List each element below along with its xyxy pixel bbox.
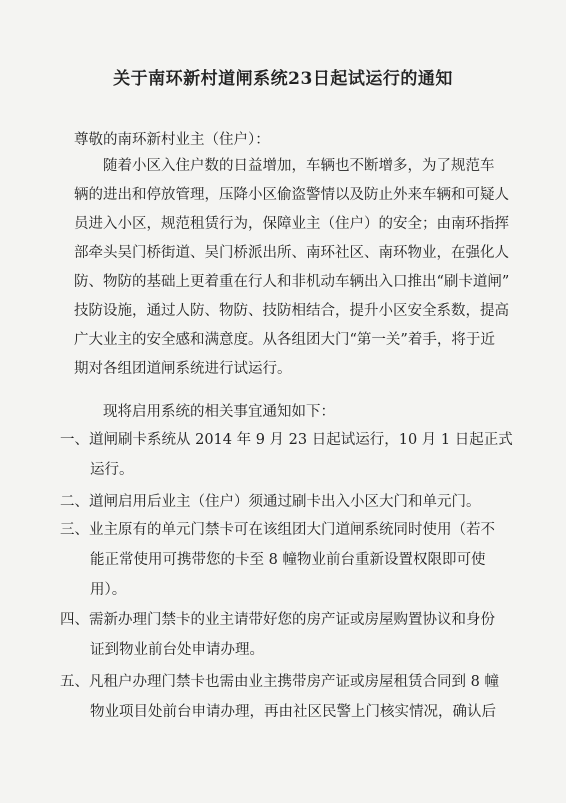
notice-title: 关于南环新村道闸系统23日起试运行的通知 xyxy=(113,69,453,89)
list-item xyxy=(60,667,506,727)
intro-line: 部牵头吴门桥街道、吴门桥派出所、南环社区、南环物业，在强化人 xyxy=(74,245,509,261)
intro-paragraph xyxy=(74,152,510,384)
notice-intro xyxy=(74,398,506,427)
intro-line: 期对各组团道闸系统进行试运行。 xyxy=(74,361,292,377)
item-line: 四、需新办理门禁卡的业主请带好您的房产证或房屋购置协议和身份 xyxy=(60,612,495,628)
notice-intro-text: 现将启用系统的相关事宜通知如下： xyxy=(103,404,335,420)
intro-line: 员进入小区，规范租赁行为，保障业主（住户）的安全；由南环指挥 xyxy=(74,216,509,232)
intro-line: 技防设施，通过人防、物防、技防相结合，提升小区安全系数，提高 xyxy=(74,303,509,319)
item-line: 物业项目处前台申请办理，再由社区民警上门核实情况，确认后 xyxy=(90,704,496,720)
intro-line: 辆的进出和停放管理，压降小区偷盗警情以及防止外来车辆和可疑人 xyxy=(74,187,509,203)
item-line: 能正常使用可携带您的卡至 8 幢物业前台重新设置权限即可使 xyxy=(90,552,486,568)
intro-line: 防、物防的基础上更着重在行人和非机动车辆出入口推出“刷卡道闸” xyxy=(74,274,510,290)
item-line: 二、道闸启用后业主（住户）须通过刷卡出入小区大门和单元门。 xyxy=(60,494,481,510)
intro-line: 随着小区入住户数的日益增加，车辆也不断增多，为了规范车 xyxy=(103,158,495,174)
item-line: 证到物业前台处申请办理。 xyxy=(90,642,264,658)
list-item xyxy=(60,425,513,485)
list-item xyxy=(60,487,506,517)
item-line: 一、道闸刷卡系统从 2014 年 9 月 23 日起试运行，10 月 1 日起正式 xyxy=(60,432,513,448)
list-item xyxy=(60,515,506,605)
item-line: 用）。 xyxy=(90,582,127,598)
intro-line: 广大业主的安全感和满意度。从各组团大门“第一关”着手，将于近 xyxy=(74,332,495,348)
item-line: 运行。 xyxy=(90,462,134,478)
salutation: 尊敬的南环新村业主（住户）： xyxy=(74,132,270,148)
item-line: 五、凡租户办理门禁卡也需由业主携带房产证或房屋租赁合同到 8 幢 xyxy=(60,674,499,690)
item-line: 三、业主原有的单元门禁卡可在该组团大门道闸系统同时使用（若不 xyxy=(60,522,495,538)
list-item xyxy=(60,605,506,665)
